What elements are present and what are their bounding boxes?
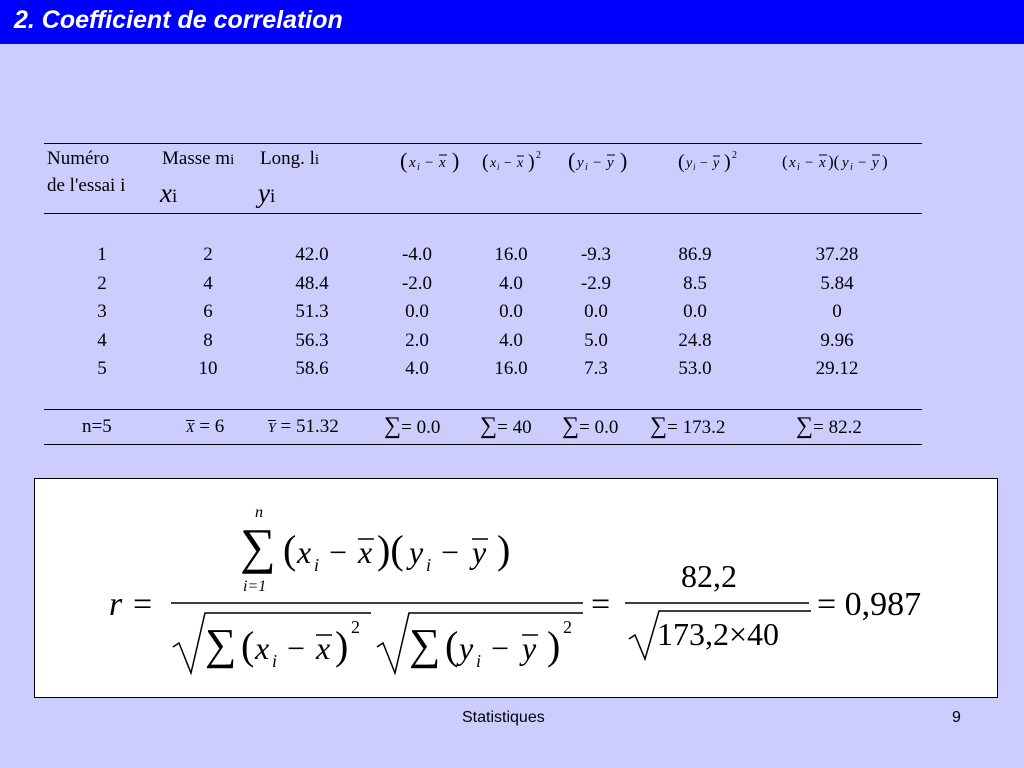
cell-masse-x: 8 bbox=[203, 329, 213, 351]
svg-text:(: ( bbox=[400, 148, 408, 173]
numerator-expression bbox=[283, 527, 510, 575]
formula-eq-2: = bbox=[591, 586, 611, 623]
svg-text:i: i bbox=[476, 651, 482, 671]
svg-text:x: x bbox=[819, 155, 826, 171]
cell-masse-x: 10 bbox=[198, 358, 218, 379]
header-xy-product bbox=[780, 146, 922, 176]
formula-result: = 0,987 bbox=[817, 586, 922, 623]
svg-text:y: y bbox=[472, 534, 487, 570]
cell-y-deviation-squared: 24.8 bbox=[678, 329, 712, 351]
cell-y-deviation: -2.9 bbox=[580, 272, 612, 294]
svg-text:y: y bbox=[577, 155, 584, 171]
header-x-variable: xi bbox=[160, 178, 178, 208]
svg-text:−: − bbox=[805, 155, 814, 171]
header-essai: de l'essai i bbox=[47, 175, 126, 196]
cell-xy-product: 29.12 bbox=[815, 358, 859, 379]
cell-x-deviation: 0.0 bbox=[405, 301, 429, 322]
cell-x-deviation: 4.0 bbox=[405, 358, 429, 379]
formula-num-value: 82,2 bbox=[681, 558, 737, 594]
cell-x-deviation: -2.0 bbox=[401, 272, 433, 294]
svg-text:−: − bbox=[329, 534, 348, 570]
svg-text:2: 2 bbox=[536, 150, 541, 161]
svg-text:y: y bbox=[522, 630, 537, 666]
svg-text:−: − bbox=[858, 155, 867, 171]
header-y-deviation bbox=[566, 146, 638, 176]
svg-text:−: − bbox=[287, 630, 306, 666]
cell-longueur-y: 56.3 bbox=[295, 329, 329, 351]
formula-eq-1: = bbox=[133, 586, 153, 623]
table-bottom-rule bbox=[44, 444, 922, 445]
svg-text:(: ( bbox=[241, 623, 255, 668]
svg-text:−: − bbox=[425, 155, 434, 171]
summary-xbar: $\overline{X} = 6$ bbox=[186, 416, 225, 437]
cell-y-deviation-squared: 0.0 bbox=[683, 301, 707, 322]
cell-y-deviation-squared: 8.5 bbox=[683, 272, 707, 294]
header-masse: Masse mi bbox=[162, 148, 235, 169]
summary-sum-x-dev-sq: ∑= 40 bbox=[480, 413, 532, 439]
svg-text:i: i bbox=[797, 162, 800, 173]
svg-text:): ) bbox=[547, 623, 561, 668]
table-summary-top-rule bbox=[44, 409, 922, 410]
table-header-rule bbox=[44, 213, 922, 214]
svg-text:x: x bbox=[439, 155, 446, 171]
correlation-formula bbox=[35, 479, 997, 697]
cell-x-deviation: 2.0 bbox=[405, 329, 429, 351]
summary-sum-y-dev: ∑= 0.0 bbox=[562, 413, 619, 439]
svg-text:): ) bbox=[528, 151, 535, 173]
cell-masse-x: 6 bbox=[203, 301, 213, 322]
svg-text:i: i bbox=[850, 162, 853, 173]
cell-essai-number: 4 bbox=[97, 329, 107, 351]
sum-lower-limit: i=1 bbox=[243, 578, 267, 595]
sum-upper-limit: n bbox=[255, 504, 263, 521]
cell-longueur-y: 51.3 bbox=[295, 301, 329, 322]
denominator-expression bbox=[173, 613, 583, 673]
cell-xy-product: 5.84 bbox=[820, 272, 854, 294]
svg-text:i: i bbox=[426, 555, 432, 575]
slide-title: 2. Coefficient de correlation bbox=[14, 6, 343, 34]
svg-text:): ) bbox=[724, 151, 731, 173]
svg-text:(: ( bbox=[678, 151, 685, 173]
cell-essai-number: 3 bbox=[97, 301, 107, 322]
cell-x-deviation-squared: 4.0 bbox=[499, 329, 523, 351]
svg-text:2: 2 bbox=[351, 617, 360, 637]
svg-text:y: y bbox=[713, 156, 720, 171]
cell-y-deviation: 7.3 bbox=[584, 358, 608, 379]
svg-text:y: y bbox=[459, 630, 474, 666]
cell-masse-x: 4 bbox=[203, 272, 213, 294]
svg-text:−: − bbox=[504, 156, 512, 171]
cell-xy-product: 0 bbox=[832, 301, 842, 322]
cell-essai-number: 2 bbox=[97, 272, 107, 294]
cell-x-deviation-squared: 0.0 bbox=[499, 301, 523, 322]
cell-masse-x: 2 bbox=[203, 244, 213, 265]
cell-x-deviation-squared: 16.0 bbox=[494, 358, 528, 379]
svg-text:): ) bbox=[620, 148, 628, 173]
svg-text:−: − bbox=[441, 534, 460, 570]
cell-y-deviation: 0.0 bbox=[584, 301, 608, 322]
table-top-rule bbox=[44, 143, 922, 144]
svg-text:(: ( bbox=[568, 148, 576, 173]
summary-sum-xy: ∑= 82.2 bbox=[796, 413, 862, 439]
svg-text:y: y bbox=[842, 155, 849, 171]
svg-text:x: x bbox=[789, 155, 796, 171]
sum-symbol-numerator: ∑ bbox=[240, 518, 276, 574]
header-numero: Numéro bbox=[47, 148, 110, 169]
header-x-deviation-squared bbox=[480, 146, 552, 176]
cell-y-deviation: 5.0 bbox=[584, 329, 608, 351]
svg-text:−: − bbox=[491, 630, 510, 666]
svg-text:y: y bbox=[872, 155, 879, 171]
cell-y-deviation: -9.3 bbox=[580, 244, 612, 265]
svg-text:−: − bbox=[700, 156, 708, 171]
svg-text:): ) bbox=[335, 623, 349, 668]
cell-longueur-y: 48.4 bbox=[295, 272, 329, 294]
header-x-deviation bbox=[398, 146, 470, 176]
svg-text:x: x bbox=[297, 534, 312, 570]
cell-y-deviation-squared: 86.9 bbox=[678, 244, 712, 265]
cell-x-deviation: -4.0 bbox=[401, 244, 433, 265]
header-y-variable: yi bbox=[258, 178, 276, 208]
summary-ybar: $\overline{Y} = 51.32$ bbox=[268, 416, 339, 437]
summary-n: n=5 bbox=[82, 416, 112, 437]
svg-text:x: x bbox=[409, 155, 416, 171]
cell-y-deviation-squared: 53.0 bbox=[678, 358, 712, 379]
svg-text:x: x bbox=[517, 156, 524, 171]
svg-text:(: ( bbox=[782, 152, 788, 171]
cell-longueur-y: 58.6 bbox=[295, 358, 329, 379]
svg-text:x: x bbox=[316, 630, 331, 666]
svg-text:): ) bbox=[452, 148, 460, 173]
svg-text:x: x bbox=[358, 534, 373, 570]
cell-essai-number: 1 bbox=[97, 244, 107, 265]
svg-text:2: 2 bbox=[732, 150, 737, 161]
svg-text:y: y bbox=[686, 156, 693, 171]
summary-sum-y-dev-sq: ∑= 173.2 bbox=[650, 413, 726, 439]
svg-text:)(: )( bbox=[828, 152, 840, 171]
page-number: 9 bbox=[952, 709, 961, 726]
title-bar bbox=[0, 0, 1024, 44]
svg-text:(: ( bbox=[445, 623, 459, 668]
header-longueur: Long. li bbox=[260, 148, 320, 169]
cell-xy-product: 37.28 bbox=[815, 244, 859, 265]
svg-text:x: x bbox=[255, 630, 270, 666]
cell-xy-product: 9.96 bbox=[820, 329, 854, 351]
summary-sum-x-dev: ∑= 0.0 bbox=[384, 413, 441, 439]
svg-text:i: i bbox=[417, 162, 420, 173]
svg-text:x: x bbox=[490, 156, 497, 171]
svg-text:i: i bbox=[272, 651, 278, 671]
svg-text:): ) bbox=[497, 527, 511, 572]
svg-text:(: ( bbox=[283, 527, 297, 572]
svg-text:∑: ∑ bbox=[409, 620, 441, 669]
correlation-formula-box bbox=[34, 478, 998, 698]
cell-essai-number: 5 bbox=[97, 358, 107, 379]
svg-text:y: y bbox=[607, 155, 614, 171]
svg-text:2: 2 bbox=[563, 617, 572, 637]
cell-x-deviation-squared: 4.0 bbox=[499, 272, 523, 294]
cell-x-deviation-squared: 16.0 bbox=[494, 244, 528, 265]
svg-text:∑: ∑ bbox=[205, 620, 237, 669]
header-y-deviation-squared bbox=[676, 146, 748, 176]
footer-center: Statistiques bbox=[462, 709, 545, 726]
svg-text:i: i bbox=[314, 555, 320, 575]
svg-text:i: i bbox=[585, 162, 588, 173]
svg-text:y: y bbox=[409, 534, 424, 570]
svg-text:−: − bbox=[593, 155, 602, 171]
svg-text:i: i bbox=[693, 162, 696, 172]
svg-text:)(: )( bbox=[377, 527, 404, 572]
svg-text:i: i bbox=[497, 162, 500, 172]
cell-longueur-y: 42.0 bbox=[295, 244, 329, 265]
svg-text:): ) bbox=[882, 152, 888, 171]
formula-den-value: 173,2×40 bbox=[657, 616, 780, 652]
formula-r: r bbox=[109, 586, 123, 623]
svg-text:(: ( bbox=[482, 151, 489, 173]
